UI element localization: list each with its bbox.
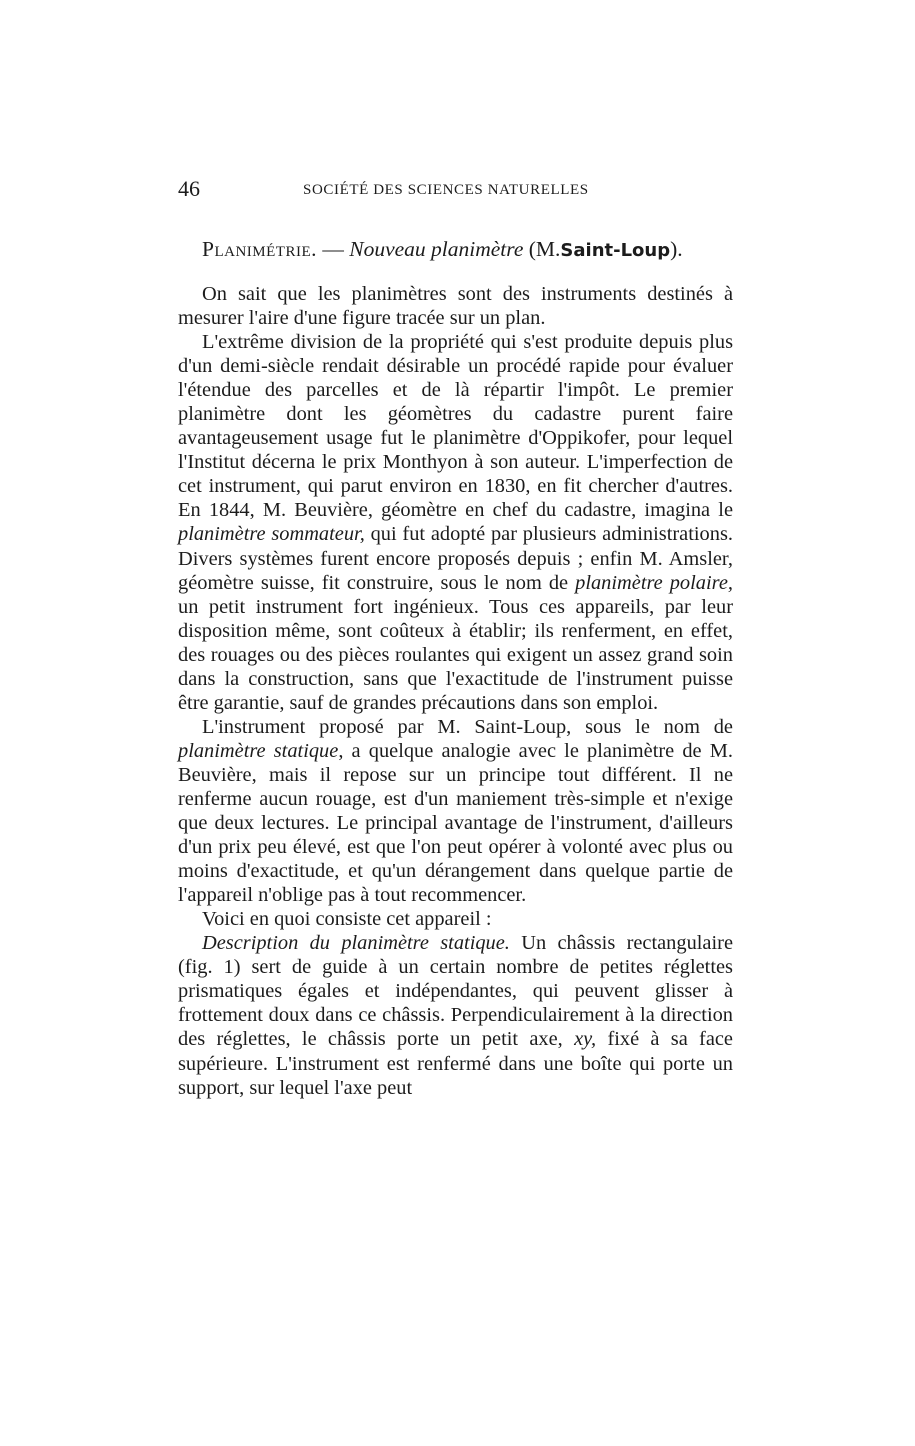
paragraph-2 <box>178 330 733 715</box>
paragraph-5 <box>178 931 733 1099</box>
paragraph-4 <box>178 907 733 931</box>
heading-author-open: (M. <box>528 237 561 261</box>
paragraph-2-text-a: L'extrême division de la propriété qui s'est produite depuis plus d'un demi-siècle rendait désirable un procédé rapide pour évaluer l'étendue des parcelles et de là répartir l'impôt. Le premier planimètre dont les géomètres du cadastre purent faire avantageusement usage fut le planimètre d'Oppikofer, pour lequel l'Institut décerna le prix Monthyon à son auteur. L'imperfection de cet instrument, qui parut environ en 1830, en fit chercher d'autres. En 1844, M. Beuvière, géomètre en chef du cadastre, imagina le <box>178 331 733 522</box>
paragraph-2-text-b: qui fut adopté par plusieurs administrations. Divers systèmes furent encore proposés depuis ; enfin M. Amsler, géomètre suisse, fit construire, sous le nom de <box>178 523 733 594</box>
paragraph-5-italic-2: xy, <box>574 1028 597 1051</box>
paragraph-2-italic-1: planimètre sommateur, <box>178 523 365 546</box>
paragraph-2-text-c: un petit instrument fort ingénieux. Tous ces appareils, par leur disposition même, sont coûteux à établir; ils renferment, en effet, des rouages ou des pièces roulantes qui exigent un assez grand soin dans la construction, sans que l'exactitude de l'instrument puisse être garantie, sauf de grandes précautions dans son emploi. <box>178 595 733 714</box>
heading-author: Saint-Loup <box>560 240 671 261</box>
heading-dash: — <box>322 237 344 261</box>
paragraph-5-italic-1: Description du planimètre statique. <box>202 932 510 955</box>
paragraph-4-text: Voici en quoi consiste cet appareil : <box>202 908 492 931</box>
body-text <box>178 282 733 1100</box>
running-head <box>178 174 733 204</box>
paragraph-3 <box>178 715 733 907</box>
paragraph-5-text-b: fixé à sa face supérieure. L'instrument est renfermé dans une boîte qui porte un support, sur lequel l'axe peut <box>178 1028 733 1099</box>
paragraph-1-text: On sait que les planimètres sont des instruments destinés à mesurer l'aire d'une figure tracée sur un plan. <box>178 283 733 330</box>
article-heading <box>202 234 683 266</box>
paragraph-2-italic-2: planimètre polaire, <box>575 571 733 594</box>
paragraph-5-text-a: Un châssis rectangulaire (fig. 1) sert de guide à un certain nombre de petites réglettes prismatiques égales et indépendantes, qui peuvent glisser à frottement doux dans ce châssis. Perpendiculairement à la direction des réglettes, le châssis porte un petit axe, <box>178 932 733 1051</box>
running-title: SOCIÉTÉ DES SCIENCES NATURELLES <box>303 182 589 198</box>
paragraph-3-text-a: L'instrument proposé par M. Saint-Loup, sous le nom de <box>202 715 733 738</box>
heading-title: Nouveau planimètre <box>349 237 524 261</box>
heading-label: Planimétrie. <box>202 237 317 261</box>
page-number: 46 <box>178 176 200 201</box>
paragraph-3-italic-1: planimètre statique <box>178 739 339 762</box>
heading-author-close: ). <box>670 237 683 261</box>
paragraph-1 <box>178 282 733 330</box>
paragraph-3-text-b: , a quelque analogie avec le planimètre de M. Beuvière, mais il repose sur un principe tout différent. Il ne renferme aucun rouage, est d'un maniement très-simple et n'exige que deux lectures. Le principal avantage de l'instrument, d'ailleurs d'un prix peu élevé, est que l'on peut opérer à volonté avec plus ou moins d'exactitude, et qu'un dérangement dans quelque partie de l'appareil n'oblige pas à tout recommencer. <box>178 739 733 907</box>
